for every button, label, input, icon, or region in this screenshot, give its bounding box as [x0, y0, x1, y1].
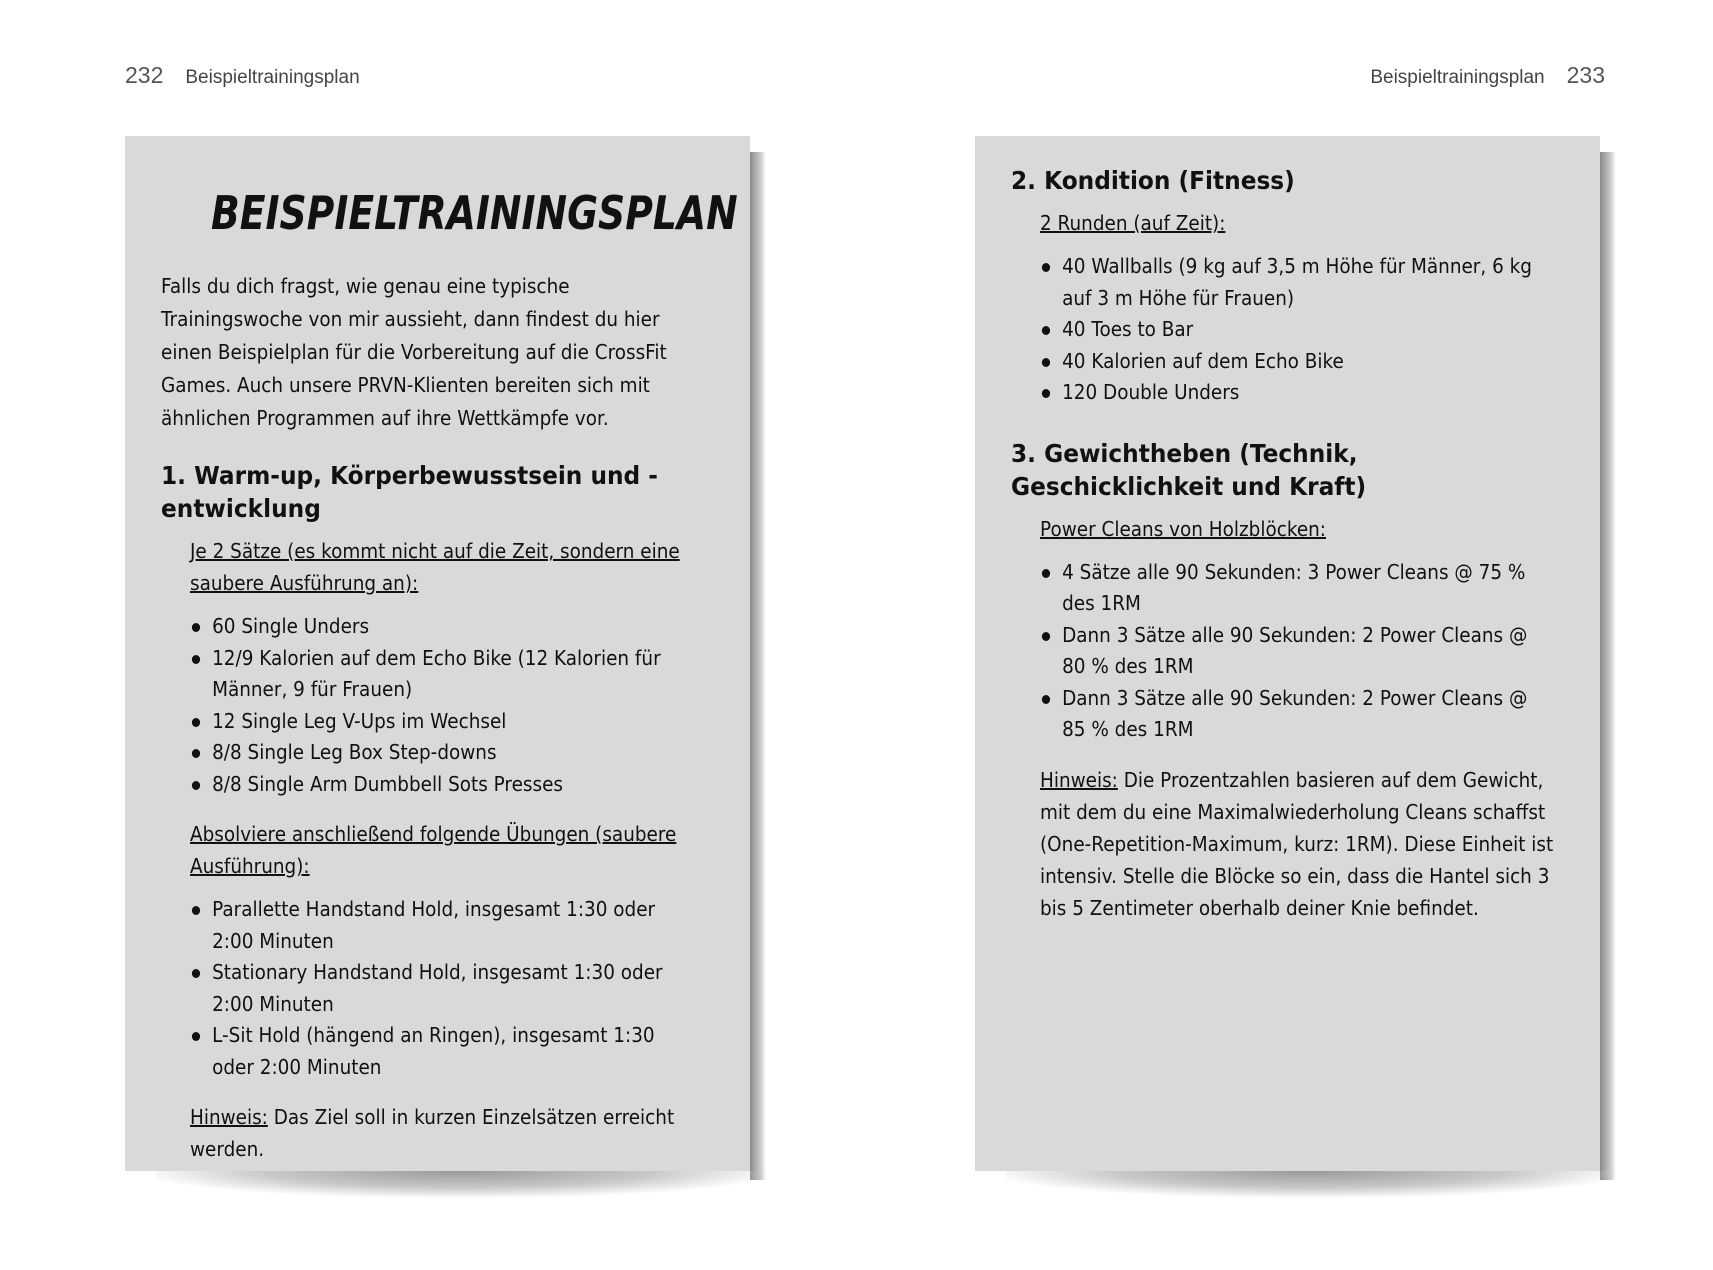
section-2-title: 2. Kondition (Fitness)	[1011, 166, 1295, 195]
section-1-subhead-1: Je 2 Sätze (es kommt nicht auf die Zeit, sondern eine saubere Ausführung an):	[190, 539, 680, 595]
bullet-icon	[1042, 263, 1050, 272]
right-page-number: 233	[1566, 62, 1605, 88]
right-running-title: Beispieltrainingsplan	[1370, 67, 1545, 88]
list-item-text: Parallette Handstand Hold, insgesamt 1:30 oder 2:00 Minuten	[212, 897, 656, 953]
left-card	[125, 136, 750, 1171]
section-2-subhead: 2 Runden (auf Zeit):	[1040, 211, 1226, 235]
list-item	[1040, 557, 1546, 620]
bullet-icon	[192, 623, 200, 632]
bullet-icon	[192, 1032, 200, 1041]
section-3-subhead: Power Cleans von Holzblöcken:	[1040, 516, 1327, 541]
list-item	[190, 643, 696, 706]
note-text: Die Prozentzahlen basieren auf dem Gewicht, mit dem du eine Maximalwiederholung Cleans schaffst (One-Repetition-Maximum, kurz: 1RM). Diese Einheit ist intensiv. Stelle die Blöcke so ein, dass die Hantel sich 3 bis 5 Zentimeter oberhalb deiner Knie befindet.	[1040, 767, 1554, 920]
bullet-icon	[192, 655, 200, 664]
right-card-shadow-side	[1600, 152, 1616, 1180]
list-item-text: 40 Kalorien auf dem Echo Bike	[1062, 348, 1344, 373]
list-item	[190, 737, 696, 769]
list-item	[190, 611, 696, 643]
list-item-text: Stationary Handstand Hold, insgesamt 1:30 oder 2:00 Minuten	[212, 960, 663, 1016]
section-3-list	[1040, 557, 1566, 746]
list-item	[1040, 251, 1546, 314]
section-3-note	[1040, 764, 1563, 924]
bullet-icon	[1042, 695, 1050, 704]
section-3-title: 3. Gewichtheben (Technik, Geschicklichkeit und Kraft)	[1011, 438, 1367, 501]
bullet-icon	[1042, 632, 1050, 641]
list-item-text: 40 Wallballs (9 kg auf 3,5 m Höhe für Männer, 6 kg auf 3 m Höhe für Frauen)	[1062, 254, 1532, 310]
list-item	[1040, 314, 1546, 346]
list-item-text: Dann 3 Sätze alle 90 Sekunden: 2 Power Cleans @ 85 % des 1RM	[1062, 685, 1528, 741]
list-item	[1040, 346, 1546, 378]
intro-paragraph: Falls du dich fragst, wie genau eine typische Trainingswoche von mir aussieht, dann findest du hier einen Beispielplan für die Vorbereitung auf die CrossFit Games. Auch unsere PRVN-Klienten bereiten sich mit ähnlichen Programmen auf ihre Wettkämpfe vor.	[161, 274, 667, 430]
list-item-text: 12 Single Leg V-Ups im Wechsel	[212, 708, 507, 733]
bullet-icon	[192, 969, 200, 978]
bullet-icon	[192, 781, 200, 790]
bullet-icon	[1042, 358, 1050, 367]
note-label: Hinweis:	[1040, 767, 1118, 792]
section-3-body	[1040, 513, 1566, 924]
list-item	[190, 769, 696, 801]
card-title: BEISPIELTRAININGSPLAN	[210, 186, 738, 240]
section-1-subhead-2: Absolviere anschließend folgende Übungen (saubere Ausführung):	[190, 822, 677, 878]
right-card-body	[975, 136, 1600, 1171]
left-page-header	[125, 62, 360, 89]
list-item-text: 8/8 Single Arm Dumbbell Sots Presses	[212, 771, 563, 796]
list-item-text: 60 Single Unders	[212, 614, 370, 638]
section-1-note	[190, 1101, 713, 1165]
bullet-icon	[192, 906, 200, 915]
section-1-list-1	[190, 611, 716, 800]
list-item	[190, 706, 696, 738]
list-item	[190, 1020, 696, 1083]
section-2-list	[1040, 251, 1566, 409]
bullet-icon	[1042, 389, 1050, 398]
list-item	[190, 957, 696, 1020]
list-item	[1040, 683, 1546, 746]
list-item	[1040, 377, 1546, 409]
section-1-title: 1. Warm-up, Körperbewusstsein und -entwicklung	[161, 461, 658, 523]
note-label: Hinweis:	[190, 1105, 268, 1129]
list-item-text: 12/9 Kalorien auf dem Echo Bike (12 Kalorien für Männer, 9 für Frauen)	[212, 645, 661, 701]
list-item-text: L-Sit Hold (hängend an Ringen), insgesamt 1:30 oder 2:00 Minuten	[212, 1023, 655, 1079]
right-card-shadow-bottom	[1005, 1171, 1614, 1197]
left-card-shadow-side	[750, 152, 766, 1180]
list-item	[190, 894, 696, 957]
list-item-text: 4 Sätze alle 90 Sekunden: 3 Power Cleans @ 75 % des 1RM	[1062, 559, 1526, 615]
list-item-text: 40 Toes to Bar	[1062, 317, 1194, 341]
section-1-body	[190, 535, 716, 1165]
list-item-text: 120 Double Unders	[1062, 380, 1240, 404]
list-item-text: 8/8 Single Leg Box Step-downs	[212, 740, 497, 764]
left-card-shadow-bottom	[155, 1171, 764, 1197]
section-1-list-2	[190, 894, 716, 1083]
bullet-icon	[192, 749, 200, 758]
right-card	[975, 136, 1600, 1171]
list-item-text: Dann 3 Sätze alle 90 Sekunden: 2 Power Cleans @ 80 % des 1RM	[1062, 622, 1528, 678]
note-text: Das Ziel soll in kurzen Einzelsätzen erreicht werden.	[190, 1105, 675, 1161]
bullet-icon	[1042, 326, 1050, 335]
list-item	[1040, 620, 1546, 683]
section-2-body	[1040, 207, 1566, 409]
left-card-body	[125, 136, 750, 1171]
left-running-title: Beispieltrainingsplan	[185, 67, 360, 88]
right-page-header	[1370, 62, 1605, 89]
bullet-icon	[1042, 569, 1050, 578]
bullet-icon	[192, 718, 200, 727]
left-page-number: 232	[125, 62, 164, 88]
